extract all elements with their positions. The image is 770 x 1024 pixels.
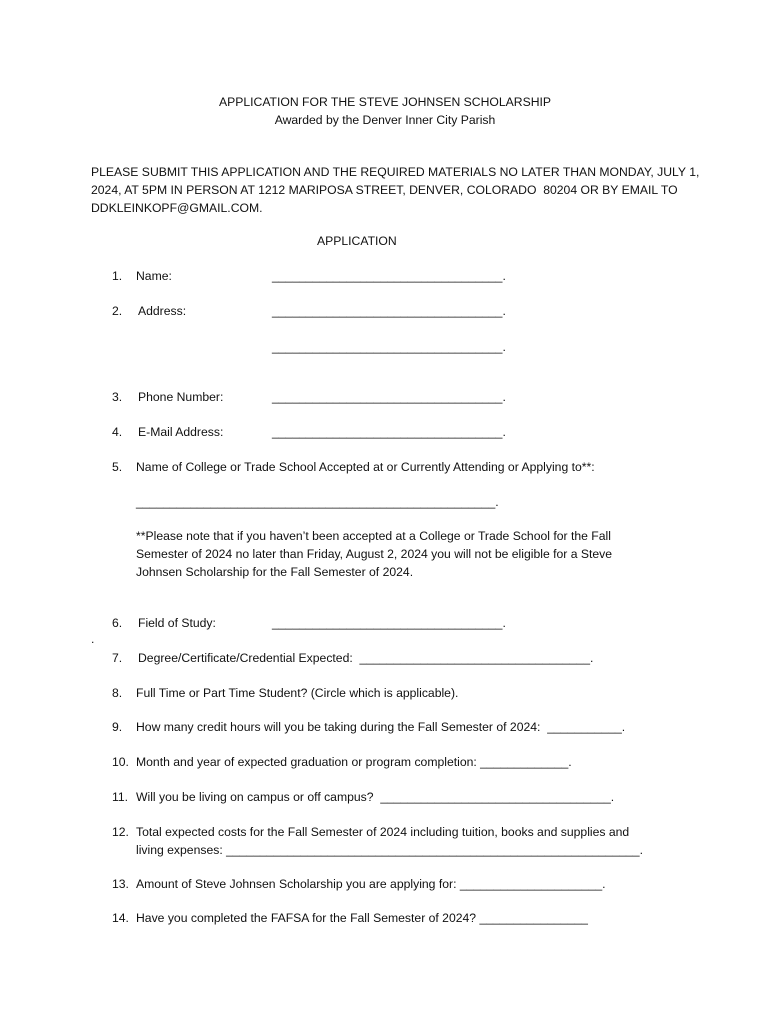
degree-expected-question[interactable]: Degree/Certificate/Credential Expected: __________________________________. bbox=[138, 651, 594, 665]
item-number-3: 3. bbox=[112, 390, 123, 404]
item-number-5: 5. bbox=[112, 460, 123, 474]
campus-living-question[interactable]: Will you be living on campus or off campus? __________________________________. bbox=[136, 790, 615, 804]
eligibility-note-line-1: **Please note that if you haven’t been accepted at a College or Trade School for the Fall bbox=[136, 529, 611, 543]
form-title: APPLICATION FOR THE STEVE JOHNSEN SCHOLARSHIP bbox=[218, 95, 552, 109]
item-number-7: 7. bbox=[112, 651, 123, 665]
scholarship-amount-question[interactable]: Amount of Steve Johnsen Scholarship you are applying for: _____________________. bbox=[136, 877, 606, 891]
name-field[interactable]: __________________________________. bbox=[272, 269, 506, 283]
address-field-line-2[interactable]: __________________________________. bbox=[272, 340, 506, 354]
section-heading: APPLICATION bbox=[317, 234, 397, 248]
item-number-11: 11. bbox=[112, 790, 129, 804]
item-number-10: 10. bbox=[112, 755, 129, 769]
credit-hours-question[interactable]: How many credit hours will you be taking during the Fall Semester of 2024: ___________. bbox=[136, 720, 626, 734]
item-number-4: 4. bbox=[112, 425, 123, 439]
form-subtitle: Awarded by the Denver Inner City Parish bbox=[274, 113, 496, 127]
expected-costs-question-line-1: Total expected costs for the Fall Semester of 2024 including tuition, books and supplies and bbox=[136, 825, 630, 839]
item-number-6: 6. bbox=[112, 616, 123, 630]
phone-label: Phone Number: bbox=[138, 390, 224, 404]
item-number-9: 9. bbox=[112, 720, 123, 734]
item-number-12: 12. bbox=[112, 825, 129, 839]
college-field[interactable]: _____________________________________________________. bbox=[136, 495, 499, 509]
item-number-1: 1. bbox=[112, 269, 123, 283]
instructions-line-3: DDKLEINKOPF@GMAIL.COM. bbox=[91, 201, 263, 215]
item-number-8: 8. bbox=[112, 686, 123, 700]
student-status-question: Full Time or Part Time Student? (Circle which is applicable). bbox=[136, 686, 459, 700]
email-label: E-Mail Address: bbox=[138, 425, 224, 439]
expected-costs-question-line-2[interactable]: living expenses: _____________________________________________________________. bbox=[136, 843, 643, 857]
fafsa-question[interactable]: Have you completed the FAFSA for the Fall Semester of 2024? ________________ bbox=[136, 911, 588, 925]
stray-mark: . bbox=[91, 632, 95, 646]
item-number-2: 2. bbox=[112, 304, 123, 318]
instructions-line-2: 2024, AT 5PM IN PERSON AT 1212 MARIPOSA STREET, DENVER, COLORADO 80204 OR BY EMAIL TO bbox=[91, 183, 678, 197]
name-label: Name: bbox=[136, 269, 172, 283]
item-number-13: 13. bbox=[112, 877, 129, 891]
email-field[interactable]: __________________________________. bbox=[272, 425, 506, 439]
eligibility-note-line-2: Semester of 2024 no later than Friday, August 2, 2024 you will not be eligible for a Steve bbox=[136, 547, 613, 561]
address-label: Address: bbox=[138, 304, 187, 318]
address-field-line-1[interactable]: __________________________________. bbox=[272, 304, 506, 318]
phone-field[interactable]: __________________________________. bbox=[272, 390, 506, 404]
graduation-date-question[interactable]: Month and year of expected graduation or program completion: _____________. bbox=[136, 755, 572, 769]
field-of-study-label: Field of Study: bbox=[138, 616, 216, 630]
item-number-14: 14. bbox=[112, 911, 129, 925]
college-label: Name of College or Trade School Accepted at or Currently Attending or Applying to**: bbox=[136, 460, 595, 474]
instructions-line-1: PLEASE SUBMIT THIS APPLICATION AND THE REQUIRED MATERIALS NO LATER THAN MONDAY, JULY 1, bbox=[91, 165, 700, 179]
field-of-study-field[interactable]: __________________________________. bbox=[272, 616, 506, 630]
eligibility-note-line-3: Johnsen Scholarship for the Fall Semester of 2024. bbox=[136, 565, 414, 579]
